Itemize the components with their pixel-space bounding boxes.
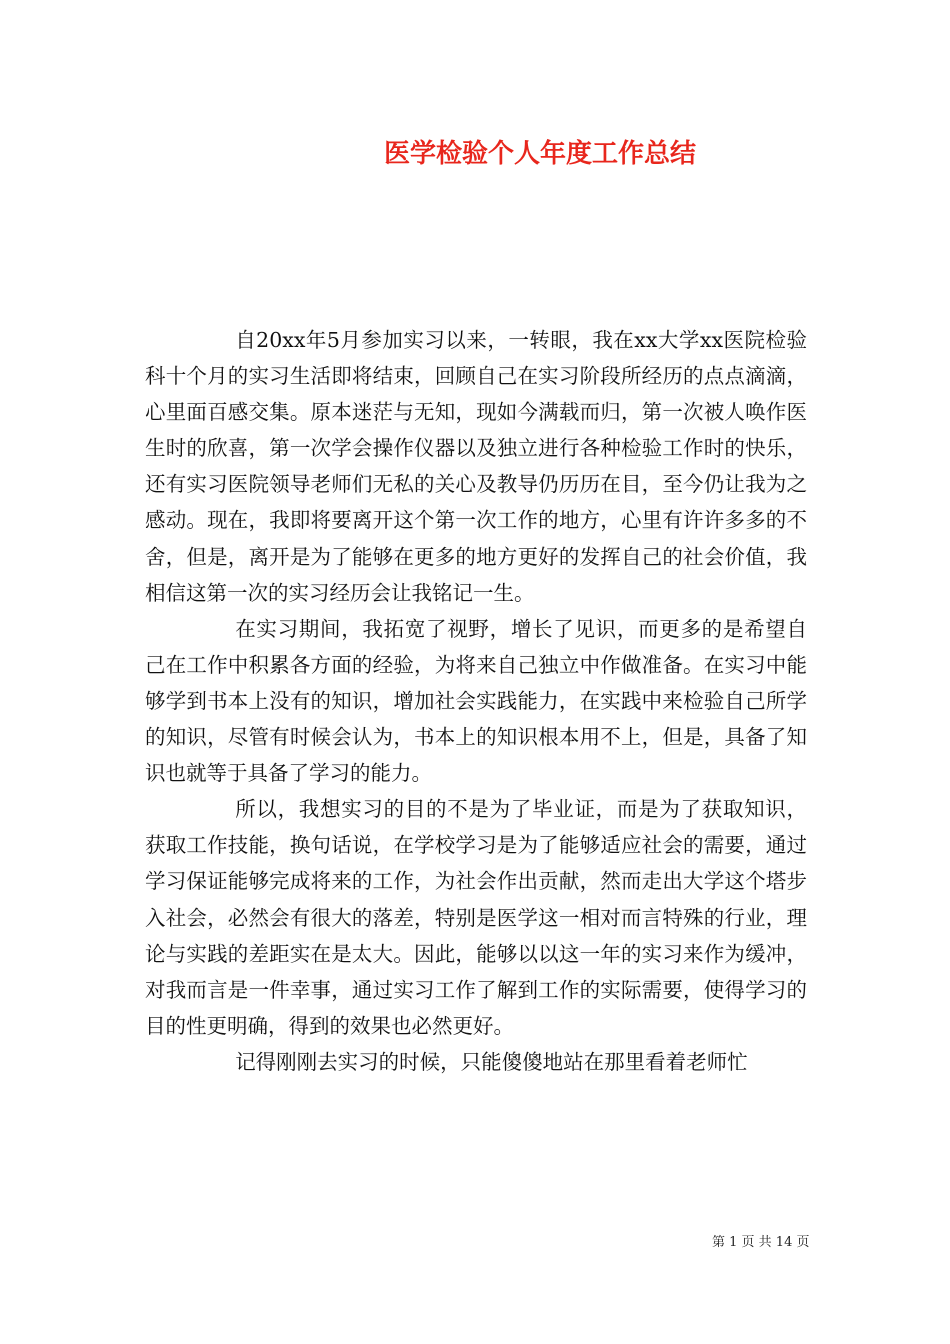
paragraph-2: 在实习期间，我拓宽了视野，增长了见识，而更多的是希望自己在工作中积累各方面的经验，为将来自己独立中作做准备。在实习中能够学到书本上没有的知识，增加社会实践能力，在实践中来检验自己所学的知识，尽管有时候会认为，书本上的知识根本用不上，但是，具备了知识也就等于具备了学习的能力。 xyxy=(145,616,807,786)
paragraph-4: 记得刚刚去实习的时候，只能傻傻地站在那里看着老师忙 xyxy=(235,1049,748,1074)
page-number-footer: 第 1 页 共 14 页 xyxy=(712,1235,810,1250)
paragraph-3: 所以，我想实习的目的不是为了毕业证，而是为了获取知识，获取工作技能，换句话说，在学校学习是为了能够适应社会的需要，通过学习保证能够完成将来的工作，为社会作出贡献，然而走出大学这个塔步入社会，必然会有很大的落差，特别是医学这一相对而言特殊的行业，理论与实践的差距实在是太大。因此，能够以以这一年的实习来作为缓冲，对我而言是一件幸事，通过实习工作了解到工作的实际需要，使得学习的目的性更明确，得到的效果也必然更好。 xyxy=(145,797,807,1038)
document-title: 医学检验个人年度工作总结 xyxy=(383,139,696,169)
document-body xyxy=(145,322,807,1080)
paragraph-1: 自20xx年5月参加实习以来，一转眼，我在xx大学xx医院检验科十个月的实习生活即将结束，回顾自己在实习阶段所经历的点点滴滴，心里面百感交集。原本迷茫与无知，现如今满载而归，第一次被人唤作医生时的欣喜，第一次学会操作仪器以及独立进行各种检验工作时的快乐，还有实习医院领导老师们无私的关心及教导仍历历在目，至今仍让我为之感动。现在，我即将要离开这个第一次工作的地方，心里有许许多多的不舍，但是，离开是为了能够在更多的地方更好的发挥自己的社会价值，我相信这第一次的实习经历会让我铭记一生。 xyxy=(145,328,807,605)
